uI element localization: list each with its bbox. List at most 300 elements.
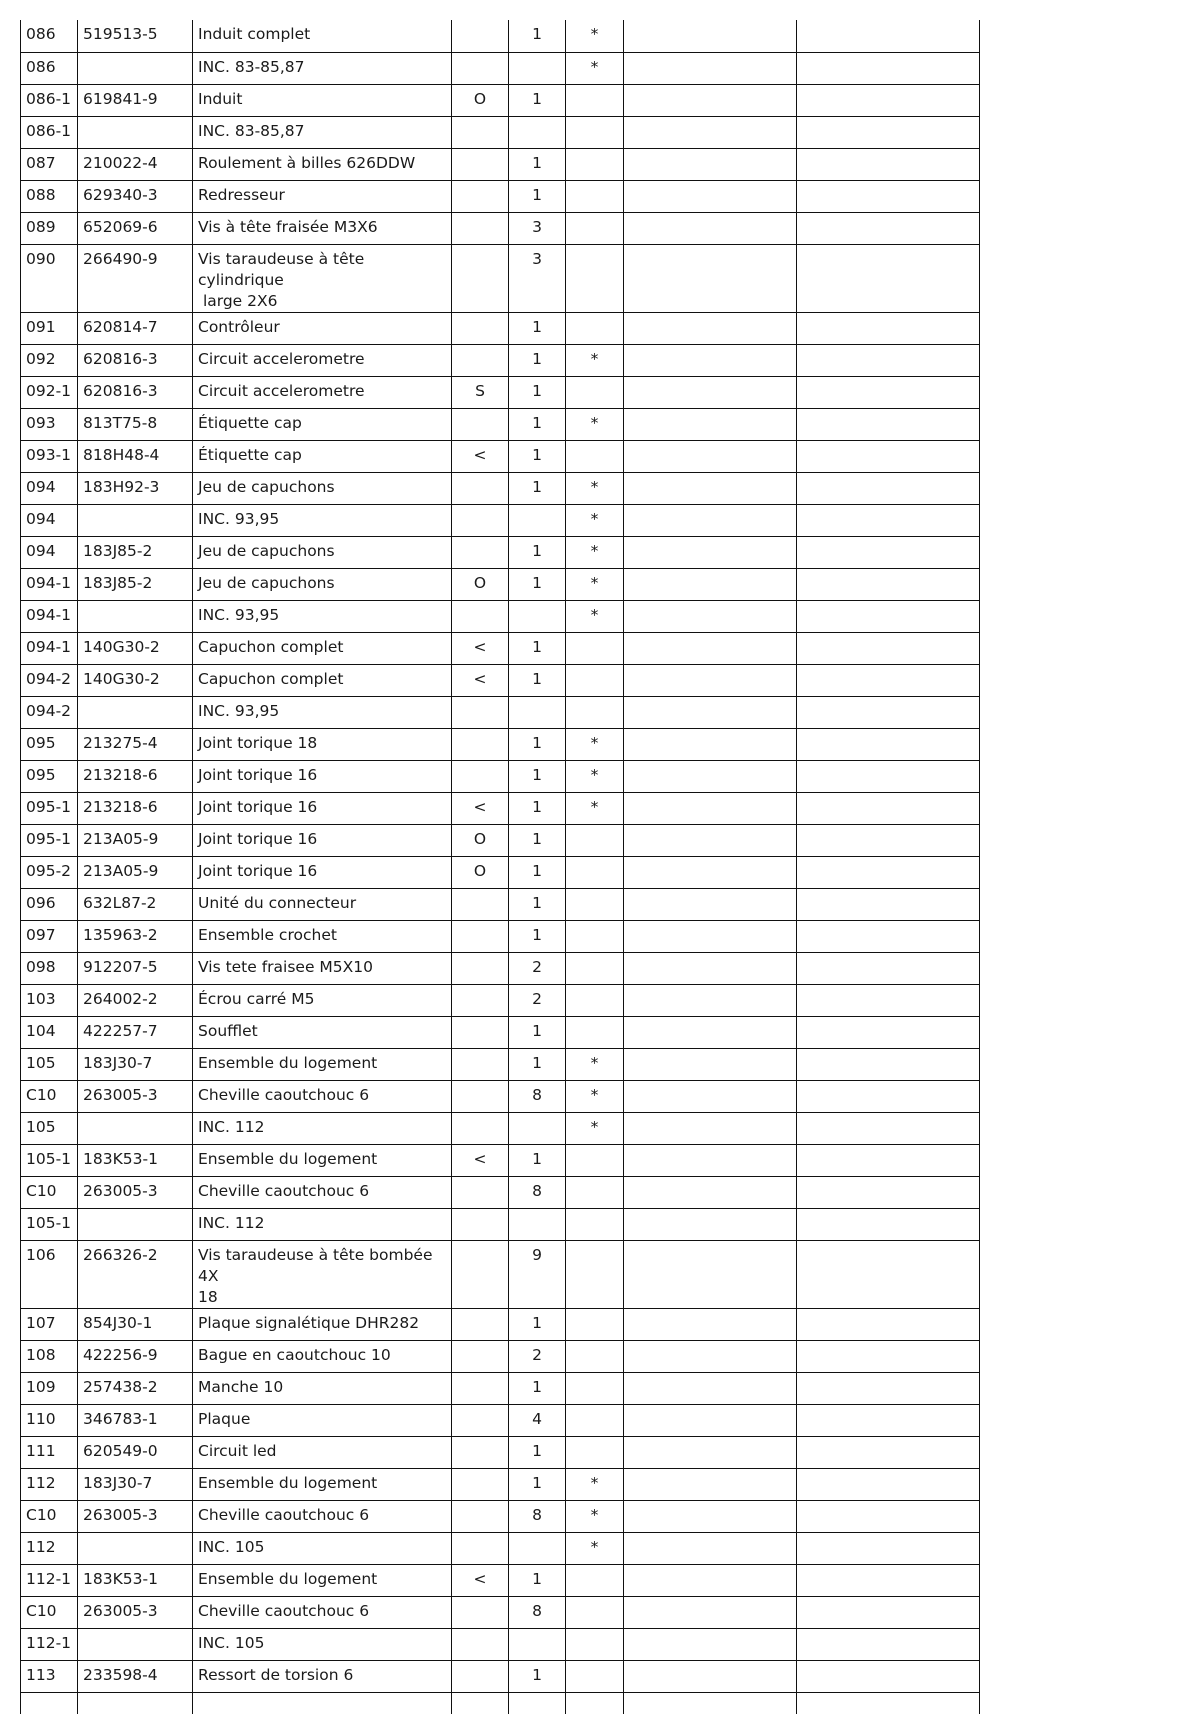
parts-list-page: [20, 20, 979, 1714]
part-no-cell: [78, 1208, 193, 1240]
extra-cell-1: [624, 376, 797, 408]
quantity-cell: [509, 52, 566, 84]
description-cell: Joint torique 16: [193, 856, 452, 888]
marker-cell: [566, 1208, 624, 1240]
description-cell: INC. 83-85,87: [193, 116, 452, 148]
table-row: [21, 504, 980, 536]
extra-cell-2: [797, 1176, 980, 1208]
description-cell: Vis taraudeuse à tête bombée 4X 18: [193, 1240, 452, 1308]
part-no-cell: 233598-4: [78, 1660, 193, 1692]
item-no-cell: 092: [21, 344, 78, 376]
extra-cell-2: [797, 600, 980, 632]
part-no-cell: 266326-2: [78, 1240, 193, 1308]
description-cell: Vis tete fraisee M5X10: [193, 952, 452, 984]
item-no-cell: 092-1: [21, 376, 78, 408]
quantity-cell: 1: [509, 920, 566, 952]
item-no-cell: 111: [21, 1436, 78, 1468]
item-no-cell: 087: [21, 148, 78, 180]
table-row: [21, 1208, 980, 1240]
marker-cell: [566, 952, 624, 984]
note-cell: <: [452, 1144, 509, 1176]
table-row: [21, 344, 980, 376]
table-row: [21, 1016, 980, 1048]
marker-cell: [566, 1564, 624, 1596]
part-no-cell: [78, 600, 193, 632]
item-no-cell: 112: [21, 1468, 78, 1500]
note-cell: [452, 1176, 509, 1208]
table-row: [21, 84, 980, 116]
note-cell: [452, 1404, 509, 1436]
marker-cell: *: [566, 408, 624, 440]
note-cell: [452, 760, 509, 792]
extra-cell-2: [797, 1468, 980, 1500]
part-no-cell: 266490-9: [78, 244, 193, 312]
extra-cell-1: [624, 1080, 797, 1112]
table-row: [21, 1532, 980, 1564]
part-no-cell: 213218-6: [78, 792, 193, 824]
extra-cell-2: [797, 472, 980, 504]
extra-cell-1: [624, 504, 797, 536]
item-no-cell: 094-1: [21, 632, 78, 664]
item-no-cell: 095: [21, 728, 78, 760]
part-no-cell: 620816-3: [78, 344, 193, 376]
empty-cell: [193, 1692, 452, 1714]
quantity-cell: 1: [509, 344, 566, 376]
extra-cell-1: [624, 1240, 797, 1308]
extra-cell-2: [797, 920, 980, 952]
item-no-cell: 108: [21, 1340, 78, 1372]
quantity-cell: 1: [509, 1372, 566, 1404]
part-no-cell: 346783-1: [78, 1404, 193, 1436]
table-row: [21, 1340, 980, 1372]
extra-cell-2: [797, 1404, 980, 1436]
table-row: [21, 792, 980, 824]
note-cell: <: [452, 792, 509, 824]
part-no-cell: 629340-3: [78, 180, 193, 212]
quantity-cell: 8: [509, 1596, 566, 1628]
item-no-cell: 098: [21, 952, 78, 984]
extra-cell-2: [797, 504, 980, 536]
quantity-cell: 2: [509, 952, 566, 984]
extra-cell-1: [624, 244, 797, 312]
extra-cell-2: [797, 408, 980, 440]
empty-cell: [624, 1692, 797, 1714]
quantity-cell: 8: [509, 1080, 566, 1112]
description-cell: INC. 112: [193, 1112, 452, 1144]
quantity-cell: 1: [509, 824, 566, 856]
extra-cell-1: [624, 984, 797, 1016]
table-row: [21, 1372, 980, 1404]
note-cell: [452, 1500, 509, 1532]
note-cell: [452, 472, 509, 504]
extra-cell-1: [624, 440, 797, 472]
parts-table: [20, 20, 980, 1714]
item-no-cell: 105-1: [21, 1208, 78, 1240]
item-no-cell: C10: [21, 1596, 78, 1628]
part-no-cell: [78, 116, 193, 148]
marker-cell: [566, 1176, 624, 1208]
marker-cell: *: [566, 1500, 624, 1532]
marker-cell: [566, 244, 624, 312]
extra-cell-1: [624, 312, 797, 344]
note-cell: <: [452, 1564, 509, 1596]
item-no-cell: 095-1: [21, 824, 78, 856]
quantity-cell: 1: [509, 664, 566, 696]
description-cell: Joint torique 16: [193, 792, 452, 824]
part-no-cell: 135963-2: [78, 920, 193, 952]
item-no-cell: 106: [21, 1240, 78, 1308]
extra-cell-1: [624, 1468, 797, 1500]
marker-cell: [566, 1436, 624, 1468]
extra-cell-2: [797, 952, 980, 984]
note-cell: [452, 1436, 509, 1468]
note-cell: [452, 1340, 509, 1372]
note-cell: S: [452, 376, 509, 408]
note-cell: [452, 952, 509, 984]
description-cell: Bague en caoutchouc 10: [193, 1340, 452, 1372]
part-no-cell: 854J30-1: [78, 1308, 193, 1340]
description-cell: Joint torique 18: [193, 728, 452, 760]
table-row: [21, 728, 980, 760]
table-row: [21, 148, 980, 180]
description-cell: INC. 83-85,87: [193, 52, 452, 84]
empty-cell: [452, 1692, 509, 1714]
quantity-cell: [509, 600, 566, 632]
marker-cell: [566, 180, 624, 212]
table-row: [21, 1436, 980, 1468]
part-no-cell: [78, 504, 193, 536]
quantity-cell: 8: [509, 1176, 566, 1208]
part-no-cell: 912207-5: [78, 952, 193, 984]
extra-cell-1: [624, 760, 797, 792]
item-no-cell: 086-1: [21, 84, 78, 116]
table-row: [21, 244, 980, 312]
part-no-cell: 818H48-4: [78, 440, 193, 472]
item-no-cell: 097: [21, 920, 78, 952]
quantity-cell: 1: [509, 536, 566, 568]
table-row: [21, 1240, 980, 1308]
empty-cell: [509, 1692, 566, 1714]
marker-cell: [566, 1340, 624, 1372]
quantity-cell: 1: [509, 1144, 566, 1176]
quantity-cell: 9: [509, 1240, 566, 1308]
quantity-cell: 1: [509, 728, 566, 760]
table-row: [21, 1144, 980, 1176]
empty-cell: [797, 1692, 980, 1714]
table-row-cutoff: [21, 1692, 980, 1714]
item-no-cell: 095: [21, 760, 78, 792]
extra-cell-2: [797, 376, 980, 408]
extra-cell-1: [624, 1404, 797, 1436]
note-cell: [452, 600, 509, 632]
table-row: [21, 824, 980, 856]
part-no-cell: [78, 52, 193, 84]
extra-cell-1: [624, 1048, 797, 1080]
description-cell: Jeu de capuchons: [193, 536, 452, 568]
empty-cell: [566, 1692, 624, 1714]
marker-cell: [566, 1016, 624, 1048]
part-no-cell: 264002-2: [78, 984, 193, 1016]
extra-cell-2: [797, 1628, 980, 1660]
extra-cell-1: [624, 536, 797, 568]
marker-cell: *: [566, 52, 624, 84]
description-cell: Circuit accelerometre: [193, 376, 452, 408]
extra-cell-1: [624, 952, 797, 984]
quantity-cell: [509, 116, 566, 148]
extra-cell-2: [797, 888, 980, 920]
description-cell: Circuit led: [193, 1436, 452, 1468]
quantity-cell: 1: [509, 1468, 566, 1500]
note-cell: [452, 1532, 509, 1564]
marker-cell: [566, 856, 624, 888]
description-cell: Manche 10: [193, 1372, 452, 1404]
marker-cell: *: [566, 1468, 624, 1500]
item-no-cell: 094: [21, 536, 78, 568]
item-no-cell: 093: [21, 408, 78, 440]
quantity-cell: 1: [509, 84, 566, 116]
part-no-cell: 422257-7: [78, 1016, 193, 1048]
note-cell: O: [452, 568, 509, 600]
table-row: [21, 472, 980, 504]
marker-cell: *: [566, 568, 624, 600]
part-no-cell: 213A05-9: [78, 824, 193, 856]
item-no-cell: 086: [21, 20, 78, 52]
marker-cell: [566, 1596, 624, 1628]
table-row: [21, 52, 980, 84]
table-row: [21, 20, 980, 52]
note-cell: O: [452, 856, 509, 888]
table-row: [21, 1468, 980, 1500]
marker-cell: [566, 1308, 624, 1340]
quantity-cell: [509, 1208, 566, 1240]
note-cell: [452, 696, 509, 728]
marker-cell: *: [566, 1532, 624, 1564]
extra-cell-1: [624, 600, 797, 632]
item-no-cell: 094-2: [21, 696, 78, 728]
part-no-cell: 263005-3: [78, 1500, 193, 1532]
note-cell: [452, 1372, 509, 1404]
table-row: [21, 1308, 980, 1340]
extra-cell-2: [797, 312, 980, 344]
description-cell: INC. 105: [193, 1532, 452, 1564]
item-no-cell: C10: [21, 1176, 78, 1208]
description-cell: Joint torique 16: [193, 824, 452, 856]
marker-cell: [566, 148, 624, 180]
quantity-cell: 2: [509, 1340, 566, 1372]
note-cell: [452, 1660, 509, 1692]
note-cell: O: [452, 84, 509, 116]
marker-cell: [566, 984, 624, 1016]
extra-cell-2: [797, 1016, 980, 1048]
table-row: [21, 212, 980, 244]
table-row: [21, 632, 980, 664]
quantity-cell: 8: [509, 1500, 566, 1532]
extra-cell-1: [624, 632, 797, 664]
note-cell: [452, 536, 509, 568]
description-cell: Cheville caoutchouc 6: [193, 1596, 452, 1628]
extra-cell-1: [624, 664, 797, 696]
table-row: [21, 180, 980, 212]
extra-cell-2: [797, 1596, 980, 1628]
table-row: [21, 1080, 980, 1112]
part-no-cell: 183J30-7: [78, 1468, 193, 1500]
item-no-cell: 094-1: [21, 568, 78, 600]
part-no-cell: 620816-3: [78, 376, 193, 408]
marker-cell: [566, 116, 624, 148]
note-cell: [452, 1080, 509, 1112]
extra-cell-1: [624, 1436, 797, 1468]
table-row: [21, 760, 980, 792]
part-no-cell: 813T75-8: [78, 408, 193, 440]
quantity-cell: 3: [509, 212, 566, 244]
table-row: [21, 1048, 980, 1080]
description-cell: Joint torique 16: [193, 760, 452, 792]
marker-cell: *: [566, 20, 624, 52]
description-cell: Vis taraudeuse à tête cylindrique large 2X6: [193, 244, 452, 312]
item-no-cell: 110: [21, 1404, 78, 1436]
part-no-cell: [78, 696, 193, 728]
part-no-cell: 183J85-2: [78, 568, 193, 600]
marker-cell: [566, 1240, 624, 1308]
note-cell: [452, 148, 509, 180]
extra-cell-2: [797, 664, 980, 696]
quantity-cell: [509, 504, 566, 536]
item-no-cell: 094: [21, 504, 78, 536]
part-no-cell: 620549-0: [78, 1436, 193, 1468]
quantity-cell: 1: [509, 312, 566, 344]
part-no-cell: 213A05-9: [78, 856, 193, 888]
marker-cell: *: [566, 1112, 624, 1144]
quantity-cell: [509, 1628, 566, 1660]
extra-cell-1: [624, 1532, 797, 1564]
description-cell: Induit complet: [193, 20, 452, 52]
note-cell: [452, 1208, 509, 1240]
item-no-cell: 112-1: [21, 1564, 78, 1596]
description-cell: Cheville caoutchouc 6: [193, 1080, 452, 1112]
empty-cell: [21, 1692, 78, 1714]
extra-cell-1: [624, 1016, 797, 1048]
marker-cell: *: [566, 1048, 624, 1080]
extra-cell-1: [624, 920, 797, 952]
item-no-cell: 104: [21, 1016, 78, 1048]
note-cell: [452, 408, 509, 440]
description-cell: Jeu de capuchons: [193, 568, 452, 600]
description-cell: Capuchon complet: [193, 632, 452, 664]
marker-cell: [566, 1144, 624, 1176]
marker-cell: *: [566, 728, 624, 760]
part-no-cell: 140G30-2: [78, 664, 193, 696]
note-cell: [452, 1048, 509, 1080]
part-no-cell: 183J30-7: [78, 1048, 193, 1080]
extra-cell-1: [624, 568, 797, 600]
quantity-cell: 1: [509, 440, 566, 472]
quantity-cell: [509, 1112, 566, 1144]
table-row: [21, 888, 980, 920]
quantity-cell: 1: [509, 1564, 566, 1596]
part-no-cell: 213218-6: [78, 760, 193, 792]
marker-cell: *: [566, 792, 624, 824]
parts-table-body: [21, 20, 980, 1714]
quantity-cell: 1: [509, 472, 566, 504]
extra-cell-2: [797, 1436, 980, 1468]
extra-cell-2: [797, 792, 980, 824]
marker-cell: [566, 376, 624, 408]
item-no-cell: 094: [21, 472, 78, 504]
note-cell: [452, 312, 509, 344]
extra-cell-2: [797, 1208, 980, 1240]
extra-cell-1: [624, 1596, 797, 1628]
extra-cell-1: [624, 1660, 797, 1692]
table-row: [21, 1176, 980, 1208]
item-no-cell: 086-1: [21, 116, 78, 148]
item-no-cell: 094-1: [21, 600, 78, 632]
table-row: [21, 1564, 980, 1596]
description-cell: INC. 112: [193, 1208, 452, 1240]
item-no-cell: 086: [21, 52, 78, 84]
table-row: [21, 116, 980, 148]
table-row: [21, 600, 980, 632]
marker-cell: *: [566, 536, 624, 568]
marker-cell: [566, 888, 624, 920]
note-cell: [452, 728, 509, 760]
extra-cell-1: [624, 728, 797, 760]
note-cell: <: [452, 632, 509, 664]
quantity-cell: 1: [509, 1660, 566, 1692]
part-no-cell: 652069-6: [78, 212, 193, 244]
note-cell: <: [452, 440, 509, 472]
item-no-cell: 088: [21, 180, 78, 212]
quantity-cell: [509, 1532, 566, 1564]
description-cell: Ensemble du logement: [193, 1048, 452, 1080]
part-no-cell: 620814-7: [78, 312, 193, 344]
item-no-cell: 096: [21, 888, 78, 920]
quantity-cell: [509, 696, 566, 728]
description-cell: Ressort de torsion 6: [193, 1660, 452, 1692]
extra-cell-2: [797, 180, 980, 212]
extra-cell-1: [624, 888, 797, 920]
item-no-cell: 095-1: [21, 792, 78, 824]
extra-cell-2: [797, 1532, 980, 1564]
description-cell: Plaque signalétique DHR282: [193, 1308, 452, 1340]
table-row: [21, 920, 980, 952]
part-no-cell: 632L87-2: [78, 888, 193, 920]
note-cell: [452, 20, 509, 52]
quantity-cell: 2: [509, 984, 566, 1016]
marker-cell: *: [566, 760, 624, 792]
extra-cell-1: [624, 1308, 797, 1340]
item-no-cell: 112-1: [21, 1628, 78, 1660]
extra-cell-2: [797, 568, 980, 600]
note-cell: [452, 984, 509, 1016]
note-cell: [452, 920, 509, 952]
marker-cell: *: [566, 1080, 624, 1112]
marker-cell: [566, 824, 624, 856]
description-cell: Ensemble du logement: [193, 1564, 452, 1596]
description-cell: Étiquette cap: [193, 440, 452, 472]
extra-cell-2: [797, 856, 980, 888]
quantity-cell: 1: [509, 180, 566, 212]
note-cell: [452, 52, 509, 84]
quantity-cell: 1: [509, 792, 566, 824]
item-no-cell: 105-1: [21, 1144, 78, 1176]
description-cell: Ensemble du logement: [193, 1144, 452, 1176]
note-cell: [452, 180, 509, 212]
part-no-cell: 210022-4: [78, 148, 193, 180]
note-cell: [452, 244, 509, 312]
extra-cell-2: [797, 1660, 980, 1692]
item-no-cell: 094-2: [21, 664, 78, 696]
part-no-cell: 213275-4: [78, 728, 193, 760]
